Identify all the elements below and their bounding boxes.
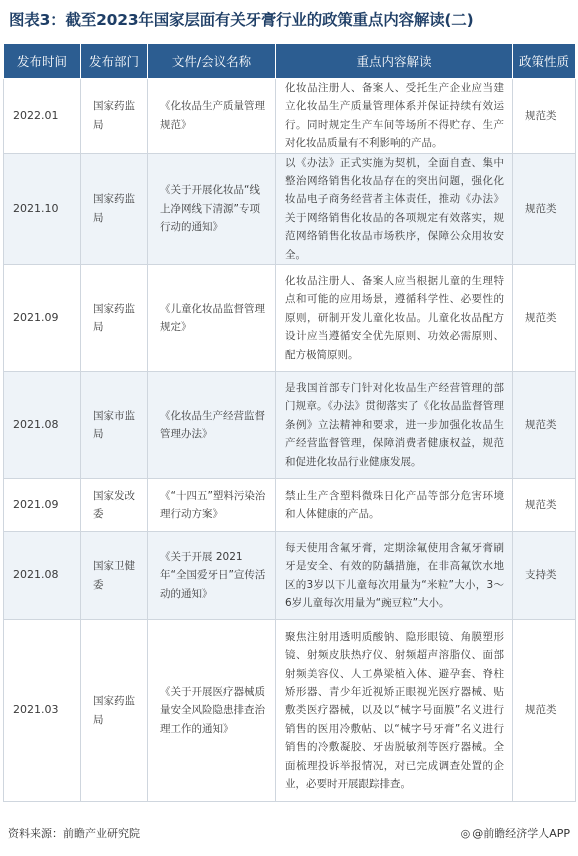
cell-date: 2022.01 [4, 79, 81, 154]
table-row [4, 79, 576, 154]
brand-label: @前瞻经济学人APP [472, 827, 570, 840]
cell-content: 每天使用含氟牙膏，定期涂氟使用含氟牙膏刷牙是安全、有效的防龋措施，在非高氟饮水地区的3岁以下儿童每次用量为“米粒”大小，3～6岁儿童每次用量为“豌豆粒”大小。 [276, 532, 513, 620]
table-row [4, 153, 576, 264]
cell-dept: 国家药监局 [81, 79, 148, 154]
header-date: 发布时间 [4, 44, 81, 79]
table-row [4, 265, 576, 372]
cell-type: 规范类 [513, 79, 576, 154]
cell-date: 2021.03 [4, 620, 81, 802]
cell-doc: 《关于开展医疗器械质量安全风险隐患排查治理工作的通知》 [148, 620, 276, 802]
cell-type: 规范类 [513, 372, 576, 479]
table-header-row [4, 44, 576, 79]
policy-table [3, 43, 576, 802]
cell-type: 规范类 [513, 620, 576, 802]
cell-doc: 《化妆品生产质量管理规范》 [148, 79, 276, 154]
page-title: 图表3：截至2023年国家层面有关牙膏行业的政策重点内容解读(二) [9, 11, 474, 29]
cell-date: 2021.08 [4, 532, 81, 620]
cell-content: 化妆品注册人、备案人、受托生产企业应当建立化妆品生产质量管理体系并保证持续有效运行。同时规定生产车间等场所不得贮存、生产对化妆品质量有不利影响的产品。 [276, 79, 513, 154]
cell-dept: 国家发改委 [81, 479, 148, 532]
cell-date: 2021.08 [4, 372, 81, 479]
cell-content: 禁止生产含塑料微珠日化产品等部分危害环境和人体健康的产品。 [276, 479, 513, 532]
cell-type: 支持类 [513, 532, 576, 620]
table-row [4, 372, 576, 479]
cell-date: 2021.10 [4, 153, 81, 264]
cell-type: 规范类 [513, 265, 576, 372]
cell-doc: 《“十四五”塑料污染治理行动方案》 [148, 479, 276, 532]
cell-type: 规范类 [513, 153, 576, 264]
cell-date: 2021.09 [4, 265, 81, 372]
header-content: 重点内容解读 [276, 44, 513, 79]
cell-doc: 《关于开展化妆品“线上净网线下清源”专项行动的通知》 [148, 153, 276, 264]
cell-content: 是我国首部专门针对化妆品生产经营管理的部门规章。《办法》贯彻落实了《化妆品监督管理条例》立法精神和要求，进一步加强化妆品生产经营监督管理，保障消费者健康权益，规范和促进化妆品行业健康发展。 [276, 372, 513, 479]
header-type: 政策性质 [513, 44, 576, 79]
source-note: 资料来源：前瞻产业研究院 [8, 827, 140, 840]
cell-dept: 国家市监局 [81, 372, 148, 479]
cell-content: 聚焦注射用透明质酸钠、隐形眼镜、角膜塑形镜、射频皮肤热疗仪、射频超声溶脂仪、面部射频美容仪、人工鼻梁植入体、避孕套、脊柱矫形器、青少年近视矫正眼视光医疗器械、贴敷类医疗器械，以及以“械字号面膜”名义进行销售的医用冷敷帖、以“械字号牙膏”名义进行销售的冷敷凝胶、牙齿脱敏剂等医疗器械。全面梳理投诉举报情况，对已完成调查处置的企业，必要时开展跟踪排查。 [276, 620, 513, 802]
cell-type: 规范类 [513, 479, 576, 532]
brand-credit [461, 824, 570, 844]
cell-doc: 《儿童化妆品监督管理规定》 [148, 265, 276, 372]
cell-dept: 国家药监局 [81, 265, 148, 372]
cell-content: 以《办法》正式实施为契机，全面自查、集中整治网络销售化妆品存在的突出问题，强化化妆品电子商务经营者主体责任，推动《办法》关于网络销售化妆品的各项规定有效落实，规范网络销售化妆品市场秩序，保障公众用妆安全。 [276, 153, 513, 264]
cell-dept: 国家卫健委 [81, 532, 148, 620]
cell-dept: 国家药监局 [81, 153, 148, 264]
weibo-icon: ◎ [460, 827, 471, 840]
header-doc: 文件/会议名称 [148, 44, 276, 79]
footer [8, 824, 570, 844]
cell-doc: 《关于开展 2021 年“全国爱牙日”宣传活动的通知》 [148, 532, 276, 620]
cell-content: 化妆品注册人、备案人应当根据儿童的生理特点和可能的应用场景，遵循科学性、必要性的原则，研制开发儿童化妆品。儿童化妆品配方设计应当遵循安全优先原则、功效必需原则、配方极简原则。 [276, 265, 513, 372]
table-row [4, 479, 576, 532]
cell-dept: 国家药监局 [81, 620, 148, 802]
cell-doc: 《化妆品生产经营监督管理办法》 [148, 372, 276, 479]
header-dept: 发布部门 [81, 44, 148, 79]
cell-date: 2021.09 [4, 479, 81, 532]
table-row [4, 620, 576, 802]
table-row [4, 532, 576, 620]
